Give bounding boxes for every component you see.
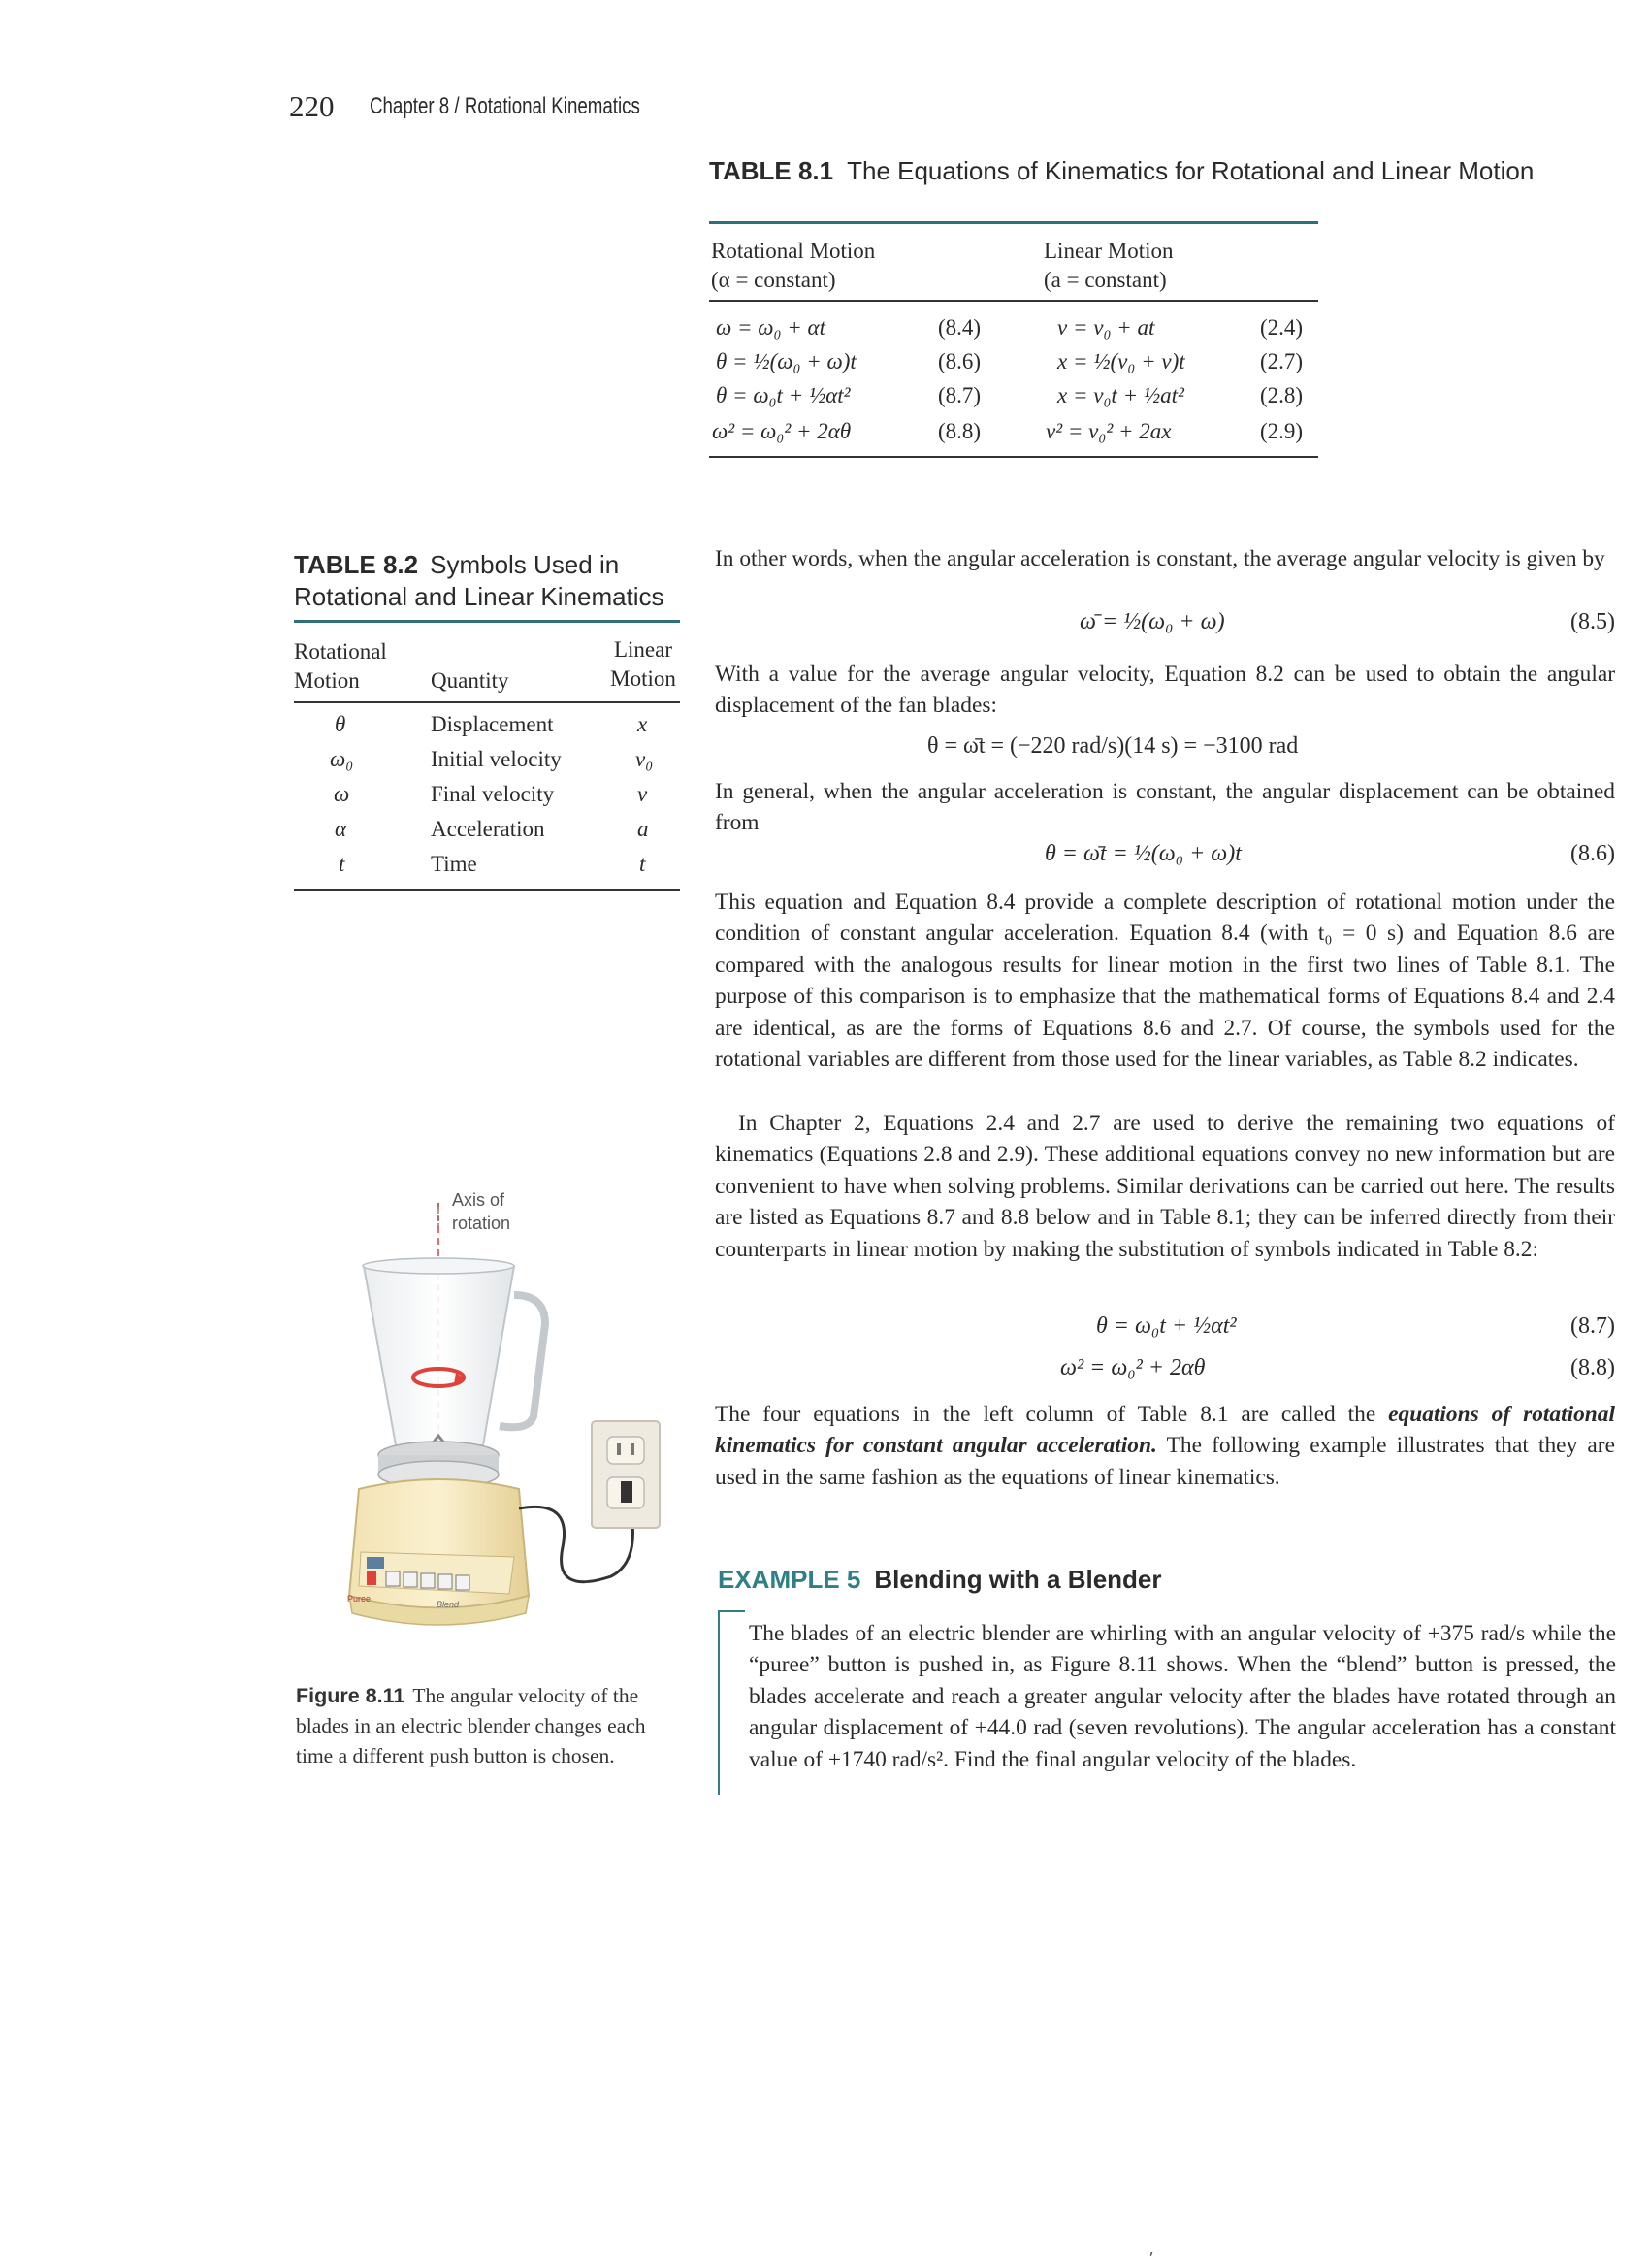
table-8-2-quantity: Acceleration <box>431 817 545 841</box>
table-8-1-bottom-rule <box>709 456 1318 458</box>
table-8-2-col-linear: Linear Motion <box>610 637 676 691</box>
blender-illustration <box>320 1188 708 1654</box>
paragraph: In Chapter 2, Equations 2.4 and 2.7 are used to derive the remaining two equations of kinematics (Equations 2.8 and 2.9). These additional equations convey no new information but are convenient to have when solving problems. Similar derivations can be carried out here. The results are listed as Equations 8.7 and 8.8 below and in Table 8.1; they can be inferred directly from their counterparts in linear motion by making the substitution of symbols indicated in Table 8.2: <box>715 1111 1615 1262</box>
equation-number: (8.7) <box>1570 1313 1615 1339</box>
table-8-2-top-rule <box>294 620 680 623</box>
paragraph: With a value for the average angular velocity, Equation 8.2 can be used to obtain the angular displacement of the fan blades: <box>715 662 1615 719</box>
table-8-1-rot-eqnum: (8.7) <box>938 383 982 407</box>
running-head: Chapter 8 / Rotational Kinematics <box>370 93 640 119</box>
equation-8-6: θ = ω̄t = ½(ω₀ + ω)t <box>1045 841 1242 866</box>
table-8-1-lin-eqnum: (2.8) <box>1260 383 1304 407</box>
paragraph: In other words, when the angular acceleration is constant, the average angular velocity is given by <box>715 546 1605 571</box>
table-8-2-col-rotational: Rotational Motion <box>294 639 387 693</box>
table-8-2-lin-symbol: v <box>637 782 648 806</box>
puree-button-label: Puree <box>347 1594 372 1604</box>
table-8-2-bottom-rule <box>294 889 680 891</box>
table-8-2-rot-symbol: ω₀ <box>330 747 354 771</box>
table-8-2-rot-symbol: ω <box>334 782 350 806</box>
table-8-2-title: Symbols Used in Rotational and Linear Kinematics <box>294 550 664 611</box>
example-heading <box>718 1565 1162 1595</box>
table-8-1-rot-eqnum: (8.8) <box>938 419 982 443</box>
table-8-2-lin-symbol: t <box>639 852 646 876</box>
equation-fan-displacement: θ = ω̄t = (−220 rad/s)(14 s) = −3100 rad <box>927 733 1299 759</box>
example-title: Blending with a Blender <box>874 1565 1162 1594</box>
table-8-1-caption <box>709 155 1535 187</box>
paragraph: This equation and Equation 8.4 provide a complete description of rotational motion under the condition of constant angular acceleration. Equation 8.4 (with t₀ = 0 s) and Equation 8.6 are compared with the analogous results for linear motion in the first two lines of Table 8.1. The purpose of this comparison is to emphasize that the mathematical forms of Equations 8.4 and 2.4 are identical, as are the forms of Equations 8.6 and 2.7. Of course, the symbols used for the rotational variables are different from those used for the linear variables, as Table 8.2 indicates. <box>715 890 1615 1073</box>
page-number: 220 <box>289 89 335 123</box>
table-8-1-lin-eq: x = v₀t + ½at² <box>1057 383 1184 407</box>
example-top-tick <box>718 1610 745 1612</box>
table-8-1-title: The Equations of Kinematics for Rotational and Linear Motion <box>847 156 1535 185</box>
paragraph: The four equations in the left column of Table 8.1 are called the equations of rotational kinematics for constant angular acceleration. The following example illustrates that they are used in the same fashion as the equations of linear kinematics. <box>715 1402 1615 1490</box>
table-8-1-lin-eqnum: (2.9) <box>1260 419 1304 443</box>
blend-button-label: Blend <box>436 1600 460 1609</box>
table-8-2-rot-symbol: t <box>339 852 345 876</box>
table-8-1-lin-eq: x = ½(v₀ + v)t <box>1057 349 1185 373</box>
table-8-1-label: TABLE 8.1 <box>709 156 834 185</box>
table-8-2-lin-symbol: a <box>637 817 649 841</box>
equation-number: (8.6) <box>1570 841 1615 866</box>
equation-number: (8.8) <box>1570 1355 1615 1380</box>
table-8-1-header-rule <box>709 300 1318 302</box>
table-8-2-quantity: Displacement <box>431 712 554 736</box>
example-label: EXAMPLE 5 <box>718 1565 861 1594</box>
table-8-1-lin-eqnum: (2.4) <box>1260 315 1304 340</box>
table-8-2-rot-symbol: α <box>335 817 347 841</box>
table-8-2-label: TABLE 8.2 <box>294 550 419 579</box>
equation-8-8: ω² = ω₀² + 2αθ <box>1060 1355 1206 1380</box>
figure-8-11-caption <box>296 1681 682 1771</box>
table-8-2-rot-symbol: θ <box>335 712 346 736</box>
axis-of-rotation-label: Axis of rotation <box>452 1190 511 1233</box>
table-8-2-quantity: Time <box>431 852 477 876</box>
table-8-2-header-rule <box>294 701 680 703</box>
example-side-rule <box>718 1610 720 1795</box>
table-8-2-col-quantity: Quantity <box>431 668 509 693</box>
equation-number: (8.5) <box>1570 609 1615 634</box>
equation-8-5: ω̄ = ½(ω₀ + ω) <box>1080 609 1225 634</box>
table-8-1-top-rule <box>709 221 1318 224</box>
figure-label: Figure 8.11 <box>296 1684 405 1707</box>
stray-mark: ⸴ <box>1149 2241 1154 2260</box>
table-8-1-rot-header: Rotational Motion (α = constant) <box>711 239 876 292</box>
table-8-1-lin-eqnum: (2.7) <box>1260 349 1304 373</box>
example-problem-text: The blades of an electric blender are whirling with an angular velocity of +375 rad/s while the “puree” button is pushed in, as Figure 8.11 shows. When the “blend” button is pressed, the blades accelerate and reach a greater angular velocity after the blades have rotated through an angular displacement of +44.0 rad (seven revolutions). The angular acceleration has a constant value of +1740 rad/s². Find the final angular velocity of the blades. <box>749 1621 1616 1772</box>
table-8-2-quantity: Initial velocity <box>431 747 562 771</box>
paragraph: In general, when the angular acceleration is constant, the angular displacement can be obtained from <box>715 779 1615 836</box>
figure-caption-text: The angular velocity of the blades in an electric blender changes each time a different push button is chosen. <box>296 1684 646 1767</box>
equation-8-7: θ = ω₀t + ½αt² <box>1096 1313 1237 1339</box>
table-8-1-rot-eq: θ = ½(ω₀ + ω)t <box>716 349 857 373</box>
table-8-1-rot-eq: θ = ω₀t + ½αt² <box>716 383 851 407</box>
table-8-2-quantity: Final velocity <box>431 782 555 806</box>
table-8-1-lin-eq: v = v₀ + at <box>1057 315 1155 340</box>
table-8-2-caption <box>294 549 701 613</box>
emphasis-term: equations of rotational kinematics for constant angular acceleration. <box>715 1402 1615 1459</box>
table-8-2-lin-symbol: x <box>637 712 648 736</box>
table-8-1-rot-eq: ω = ω₀ + αt <box>716 315 825 340</box>
table-8-1-lin-header: Linear Motion (a = constant) <box>1044 239 1174 292</box>
table-8-1-rot-eq: ω² = ω₀² + 2αθ <box>712 419 852 443</box>
table-8-1-lin-eq: v² = v₀² + 2ax <box>1046 419 1172 443</box>
table-8-1-rot-eqnum: (8.6) <box>938 349 982 373</box>
table-8-1-rot-eqnum: (8.4) <box>938 315 982 340</box>
table-8-2-lin-symbol: v₀ <box>635 747 654 771</box>
